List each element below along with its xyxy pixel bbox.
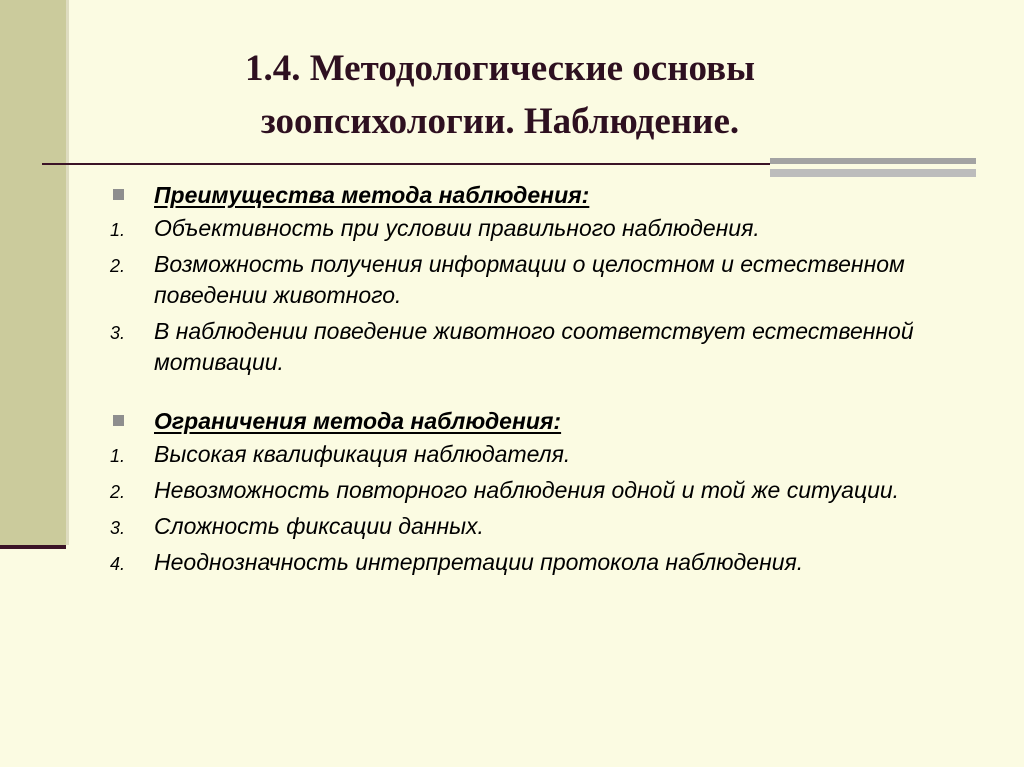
list-item-number: 2. (110, 256, 126, 276)
list-item (110, 547, 990, 578)
list-item (110, 316, 990, 378)
list-item-text: Высокая квалификация наблюдателя. (154, 441, 571, 467)
list-item-text: Сложность фиксации данных. (154, 513, 484, 539)
slide-content (110, 180, 990, 606)
list-item-text: Неоднозначность интерпретации протокола наблюдения. (154, 549, 804, 575)
list-item-text: В наблюдении поведение животного соответствует естественной мотивации. (154, 318, 914, 375)
advantages-section (110, 180, 990, 378)
slide-title (160, 42, 840, 148)
left-accent-bar-shadow (66, 0, 69, 545)
square-bullet-icon (113, 189, 124, 200)
left-accent-rule (0, 545, 66, 549)
list-item-number: 2. (110, 482, 126, 502)
left-accent-bar (0, 0, 66, 545)
list-item (110, 213, 990, 244)
list-item-text: Невозможность повторного наблюдения одной и той же ситуации. (154, 477, 900, 503)
list-item-number: 1. (110, 220, 126, 240)
title-divider-accent-top (770, 158, 976, 164)
list-item-text: Возможность получения информации о целостном и естественном поведении животного. (154, 251, 905, 308)
title-divider-accent-bottom (770, 169, 976, 177)
limitations-heading-text: Ограничения метода наблюдения: (154, 408, 562, 434)
limitations-heading (110, 406, 990, 437)
list-item (110, 249, 990, 311)
title-divider (42, 163, 770, 165)
list-item (110, 511, 990, 542)
list-item-number: 3. (110, 323, 126, 343)
list-item-text: Объективность при условии правильного наблюдения. (154, 215, 760, 241)
list-item-number: 3. (110, 518, 126, 538)
list-item-number: 1. (110, 446, 126, 466)
advantages-heading (110, 180, 990, 211)
slide-title-line-2: зоопсихологии. Наблюдение. (260, 101, 740, 142)
slide-title-line-1: 1.4. Методологические основы (245, 48, 755, 89)
list-item (110, 439, 990, 470)
square-bullet-icon (113, 415, 124, 426)
limitations-section (110, 406, 990, 578)
list-item-number: 4. (110, 554, 126, 574)
list-item (110, 475, 990, 506)
advantages-heading-text: Преимущества метода наблюдения: (154, 182, 590, 208)
